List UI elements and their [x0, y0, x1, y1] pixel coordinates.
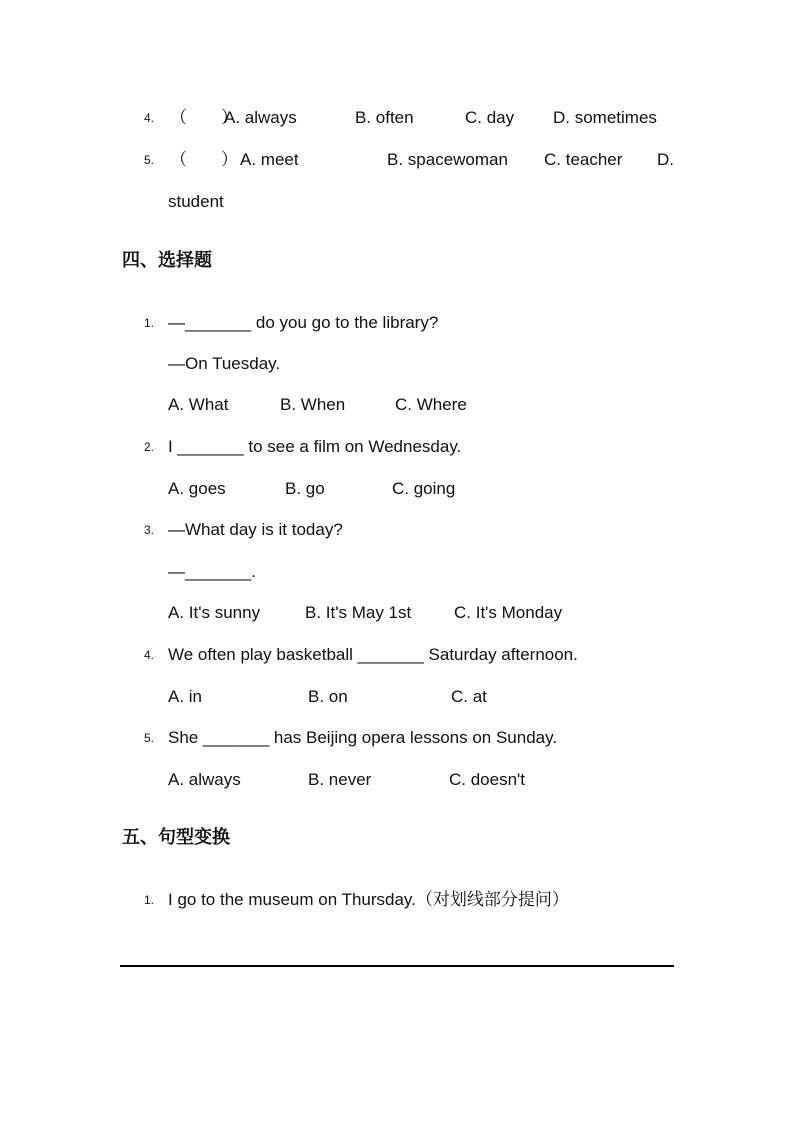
option-b: B. on: [308, 687, 348, 706]
question-text: She _______ has Beijing opera lessons on Sunday.: [168, 728, 558, 747]
question-number: 5.: [144, 153, 155, 167]
question-number: 1.: [144, 316, 155, 330]
question-number: 4.: [144, 648, 155, 662]
option-b: B. often: [355, 108, 414, 127]
question-text: I go to the museum on Thursday.（对划线部分提问）: [168, 890, 569, 909]
option-c: C. doesn't: [449, 770, 526, 789]
option-c: C. Where: [395, 395, 467, 414]
option-d: D.: [657, 150, 674, 169]
option-a: A. goes: [168, 479, 226, 498]
answer-parentheses: （ ）: [170, 150, 238, 169]
option-a: A. meet: [240, 150, 299, 169]
question-number: 3.: [144, 523, 155, 537]
section-heading-5: 五、句型变换: [122, 827, 230, 848]
option-b: B. It's May 1st: [305, 603, 412, 622]
question-text: —_______ do you go to the library?: [168, 313, 439, 332]
question-number: 4.: [144, 111, 155, 125]
option-c: C. day: [465, 108, 515, 127]
option-c: C. going: [392, 479, 456, 498]
question-number: 1.: [144, 893, 155, 907]
option-b: B. spacewoman: [387, 150, 508, 169]
answer-text: —_______.: [168, 562, 256, 581]
option-a: A. always: [224, 108, 297, 127]
question-number: 2.: [144, 440, 155, 454]
option-c: C. at: [451, 687, 487, 706]
answer-line: [120, 965, 674, 967]
option-d: D. sometimes: [553, 108, 657, 127]
section-heading-4: 四、选择题: [122, 250, 212, 271]
option-d-wrap: student: [168, 192, 224, 211]
option-c: C. teacher: [544, 150, 623, 169]
option-a: A. always: [168, 770, 241, 789]
option-b: B. go: [285, 479, 325, 498]
question-text: I _______ to see a film on Wednesday.: [168, 437, 462, 456]
option-c: C. It's Monday: [454, 603, 563, 622]
question-text: We often play basketball _______ Saturday afternoon.: [168, 645, 578, 664]
option-a: A. What: [168, 395, 229, 414]
answer-parentheses: （ ）: [170, 108, 238, 127]
option-b: B. When: [280, 395, 346, 414]
answer-text: —On Tuesday.: [168, 354, 281, 373]
question-text: —What day is it today?: [168, 520, 343, 539]
option-a: A. in: [168, 687, 203, 706]
option-a: A. It's sunny: [168, 603, 261, 622]
question-number: 5.: [144, 731, 155, 745]
option-b: B. never: [308, 770, 372, 789]
